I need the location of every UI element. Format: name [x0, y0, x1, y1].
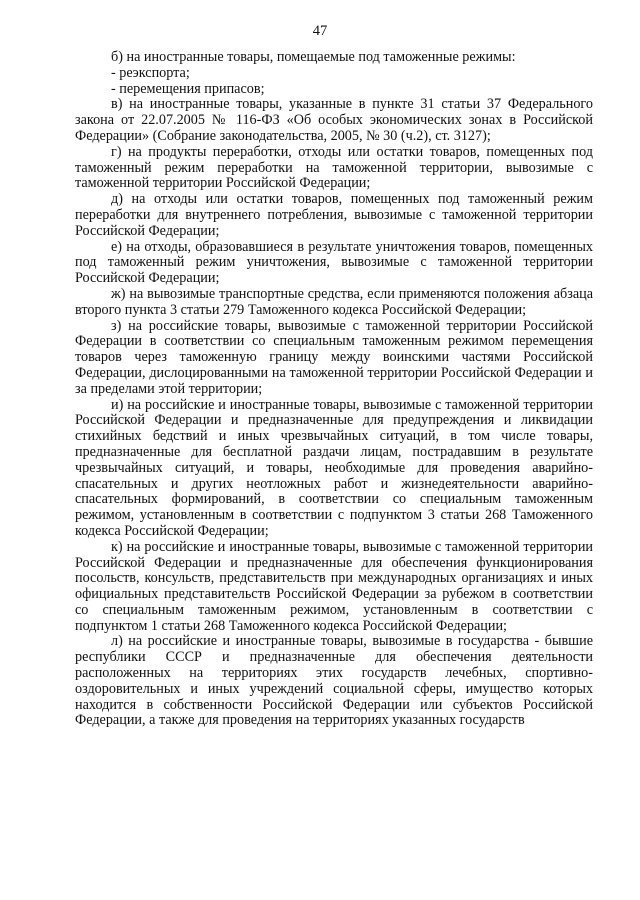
paragraph-i: и) на российские и иностранные товары, вывозимые с таможенной территории Российской Федерации и предназначенные для предупреждения и ликвидации стихийных бедствий и иных чрезвычайных ситуаций, в том числе товары, предназначенные для бесплатной раздачи лицам, пострадавшим в результате чрезвычайных ситуаций, и товары, необходимые для проведения аварийно-спасательных и других неотложных работ и жизнедеятельности аварийно-спасательных формирований, в соответствии со специальным таможенным режимом, установленным в соответствии с подпунктом 3 статьи 268 Таможенного кодекса Российской Федерации;	[75, 396, 593, 539]
paragraph-v: в) на иностранные товары, указанные в пункте 31 статьи 37 Федерального закона от 22.07.2005 № 116-ФЗ «Об особых экономических зонах в Российской Федерации» (Собрание законодательства, 2005, № 30 (ч.2), ст. 3127);	[75, 96, 593, 144]
paragraph-b: б) на иностранные товары, помещаемые под таможенные режимы:	[111, 49, 516, 65]
list-item-supplies: - перемещения припасов;	[111, 80, 265, 97]
paragraph-g: г) на продукты переработки, отходы или остатки товаров, помещенных под таможенный режим переработки на таможенной территории, вывозимые с таможенной территории Российской Федерации;	[75, 143, 593, 192]
paragraph-z: з) на российские товары, вывозимые с таможенной территории Российской Федерации в соответствии со специальным таможенным режимом перемещения товаров через таможенную границу между воинскими частями Российской Федерации, дислоцированными на таможенной территории Российской Федерации и за пределами этой территории;	[75, 317, 593, 397]
paragraph-l: л) на российские и иностранные товары, вывозимые в государства - бывшие республики СССР и предназначенные для обеспечения деятельности расположенных на территориях этих государств лечебных, спортивно-оздоровительных и иных учреждений социальной сферы, имущество которых находится в собственности Российской Федерации или субъектов Российской Федерации, а также для проведения на территориях указанных государств	[75, 633, 593, 729]
paragraph-k: к) на российские и иностранные товары, вывозимые с таможенной территории Российской Федерации и предназначенные для обеспечения функционирования посольств, консульств, представительств при международных организациях и иных официальных представительств Российской Федерации за рубежом в соответствии со специальным таможенным режимом, установленным в соответствии с подпунктом 1 статьи 268 Таможенного кодекса Российской Федерации;	[75, 538, 593, 634]
paragraph-zh: ж) на вывозимые транспортные средства, если применяются положения абзаца второго пункта 3 статьи 279 Таможенного кодекса Российской Федерации;	[75, 285, 593, 318]
paragraph-e: е) на отходы, образовавшиеся в результате уничтожения товаров, помещенных под таможенный режим уничтожения, вывозимые с таможенной территории Российской Федерации;	[75, 238, 593, 287]
page-number: 47	[312, 23, 328, 39]
document-body	[75, 50, 593, 729]
list-item-reexport: - реэкспорта;	[111, 64, 190, 81]
paragraph-d: д) на отходы или остатки товаров, помещенных под таможенный режим переработки для внутреннего потребления, вывозимые с таможенной территории Российской Федерации;	[75, 191, 593, 239]
